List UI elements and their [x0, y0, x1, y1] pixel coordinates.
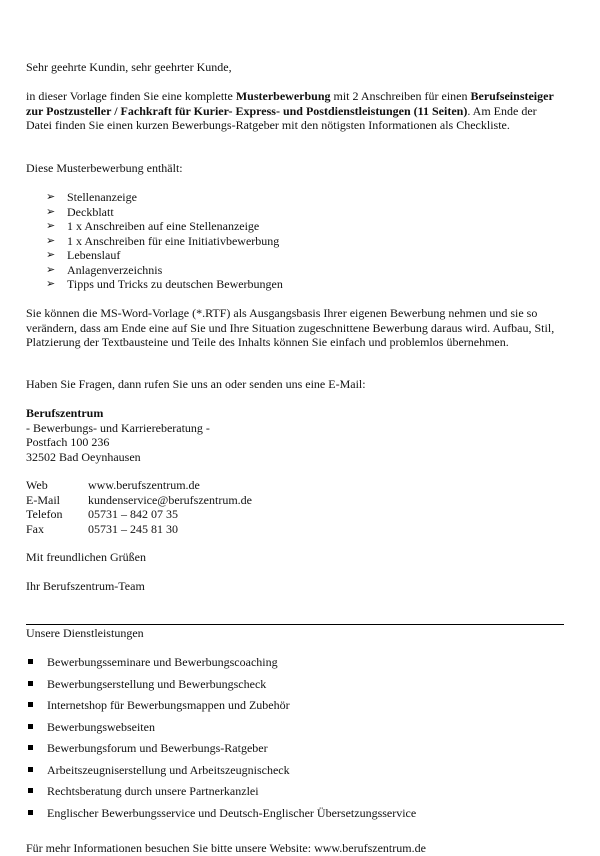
- square-bullet-icon: [28, 724, 33, 729]
- list-item: ➢ Tipps und Tricks zu deutschen Bewerbungen: [46, 277, 283, 291]
- list-item: ➢ 1 x Anschreiben für eine Initiativbewerbung: [46, 233, 280, 248]
- arrow-bullet-icon: ➢: [46, 249, 56, 261]
- arrow-bullet-icon: ➢: [46, 205, 56, 218]
- list-item: Englischer Bewerbungsservice und Deutsch-Englischer Übersetzungsservice: [26, 806, 556, 828]
- footer-info: Für mehr Informationen besuchen Sie bitte unsere Website: www.berufszentrum.de: [26, 841, 426, 855]
- list-item: Bewerbungserstellung und Bewerbungscheck: [26, 677, 556, 699]
- list-item: ➢ Stellenanzeige: [46, 190, 137, 204]
- greeting: Sehr geehrte Kundin, sehr geehrter Kunde,: [26, 60, 232, 74]
- services-list: [26, 655, 556, 827]
- closing: Mit freundlichen Grüßen: [26, 550, 146, 564]
- contact-label: E-Mail: [26, 492, 60, 507]
- company-name: Berufszentrum: [26, 406, 104, 420]
- street: Postfach 100 236: [26, 435, 110, 449]
- square-bullet-icon: [28, 659, 33, 664]
- contents-heading: Diese Musterbewerbung enthält:: [26, 161, 183, 175]
- contact-label: Web: [26, 478, 48, 492]
- square-bullet-icon: [28, 810, 33, 815]
- contact-label: Fax: [26, 521, 44, 536]
- signature: Ihr Berufszentrum-Team: [26, 579, 145, 593]
- arrow-bullet-icon: ➢: [46, 234, 56, 247]
- list-item: Bewerbungswebseiten: [26, 720, 556, 742]
- intro-text-1: in dieser Vorlage finden Sie eine komplette: [26, 89, 236, 103]
- phone-number: 05731 – 842 07 35: [88, 507, 178, 521]
- square-bullet-icon: [28, 702, 33, 707]
- list-item: Internetshop für Bewerbungsmappen und Zubehör: [26, 698, 556, 720]
- arrow-bullet-icon: ➢: [46, 263, 56, 276]
- arrow-bullet-icon: ➢: [46, 278, 56, 290]
- contact-label: Telefon: [26, 507, 63, 521]
- list-item: Bewerbungsforum und Bewerbungs-Ratgeber: [26, 741, 556, 763]
- intro-paragraph: [26, 89, 556, 133]
- square-bullet-icon: [28, 788, 33, 793]
- intro-text-3: . Am Ende der Datei finden Sie einen kurzen Bewerbungs-Ratgeber mit den nötigsten Informationen als Checkliste.: [26, 103, 537, 132]
- intro-text-2: mit 2 Anschreiben für einen: [330, 89, 471, 103]
- intro-bold-1: Musterbewerbung: [235, 89, 331, 103]
- list-item: Arbeitszeugniserstellung und Arbeitszeugnischeck: [26, 763, 556, 785]
- company-subtitle: - Bewerbungs- und Karriereberatung -: [26, 420, 210, 435]
- square-bullet-icon: [28, 767, 33, 772]
- usage-paragraph: Sie können die MS-Word-Vorlage (*.RTF) als Ausgangsbasis Ihrer eigenen Bewerbung nehmen und sie so verändern, dass am Ende eine auf Sie und Ihre Situation zugeschnittene Bewerbung daraus wird. Aufbau, Stil, Platzierung der Textbausteine und Teile des Inhalts können Sie einfach und problemlos übernehmen.: [26, 306, 555, 349]
- arrow-bullet-icon: ➢: [46, 220, 56, 232]
- fax-number: 05731 – 245 81 30: [88, 521, 178, 536]
- address-block: [26, 406, 556, 464]
- contact-row-fax: [26, 522, 556, 537]
- arrow-bullet-icon: ➢: [46, 191, 56, 203]
- city: 32502 Bad Oeynhausen: [26, 449, 141, 464]
- divider: [26, 624, 564, 625]
- list-item: ➢ Lebenslauf: [46, 248, 121, 262]
- square-bullet-icon: [28, 681, 33, 686]
- questions-paragraph: Haben Sie Fragen, dann rufen Sie uns an oder senden uns eine E-Mail:: [26, 377, 366, 391]
- list-item: ➢ 1 x Anschreiben auf eine Stellenanzeige: [46, 219, 260, 233]
- services-heading: Unsere Dienstleistungen: [26, 626, 144, 640]
- email-link[interactable]: kundenservice@berufszentrum.de: [88, 492, 252, 507]
- contact-row-email: [26, 493, 556, 508]
- website-link[interactable]: www.berufszentrum.de: [88, 478, 200, 492]
- list-item: Bewerbungsseminare und Bewerbungscoaching: [26, 655, 556, 677]
- square-bullet-icon: [28, 745, 33, 750]
- contact-row-phone: [26, 507, 556, 522]
- list-item: ➢ Anlagenverzeichnis: [46, 262, 163, 277]
- contact-row-web: [26, 478, 556, 493]
- list-item: ➢ Deckblatt: [46, 204, 114, 219]
- contents-list: [26, 190, 556, 292]
- contact-block: [26, 478, 556, 536]
- intro-bold-2: Berufseinsteiger zur Postzusteller / Fachkraft für Kurier- Express- und Postdienstleistungen (11 Seiten): [26, 89, 554, 118]
- list-item: Rechtsberatung durch unsere Partnerkanzlei: [26, 784, 556, 806]
